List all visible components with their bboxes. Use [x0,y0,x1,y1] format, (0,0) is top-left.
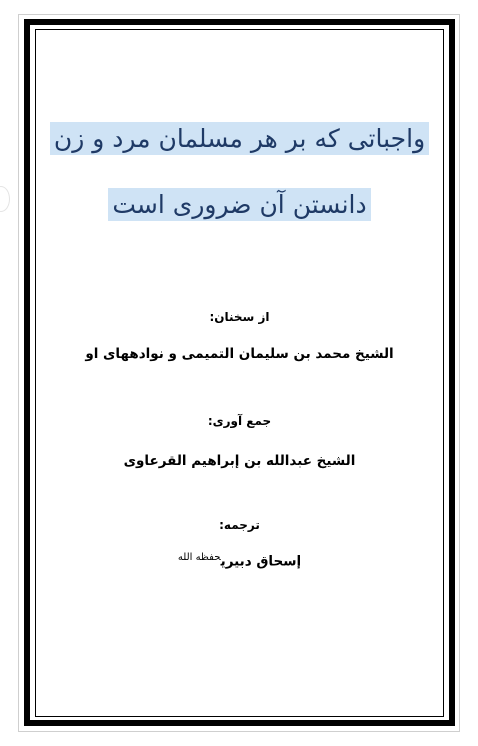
compiler-label: جمع آوری: [207,414,272,428]
translator-label: ترجمه: [219,518,260,532]
translator-line [35,552,444,570]
author-name: الشیخ محمد بن سلیمان التمیمی و نوادههای او [85,346,394,362]
title-line-2 [35,187,444,223]
scroll-edge-handle[interactable] [0,186,10,212]
compiler-name: الشیخ عبدالله بن إبراهیم القرعاوی [123,453,356,469]
cover-content [35,29,444,717]
title-text-2: دانستن آن ضروری است [108,188,370,221]
honorific-mark: حفظه الله [177,552,221,563]
translator-name: إسحاق دبیری [220,553,302,570]
author-label: از سخنان: [209,310,270,324]
title-line-1 [35,121,444,157]
title-text-1: واجباتی که بر هر مسلمان مرد و زن [50,122,429,155]
